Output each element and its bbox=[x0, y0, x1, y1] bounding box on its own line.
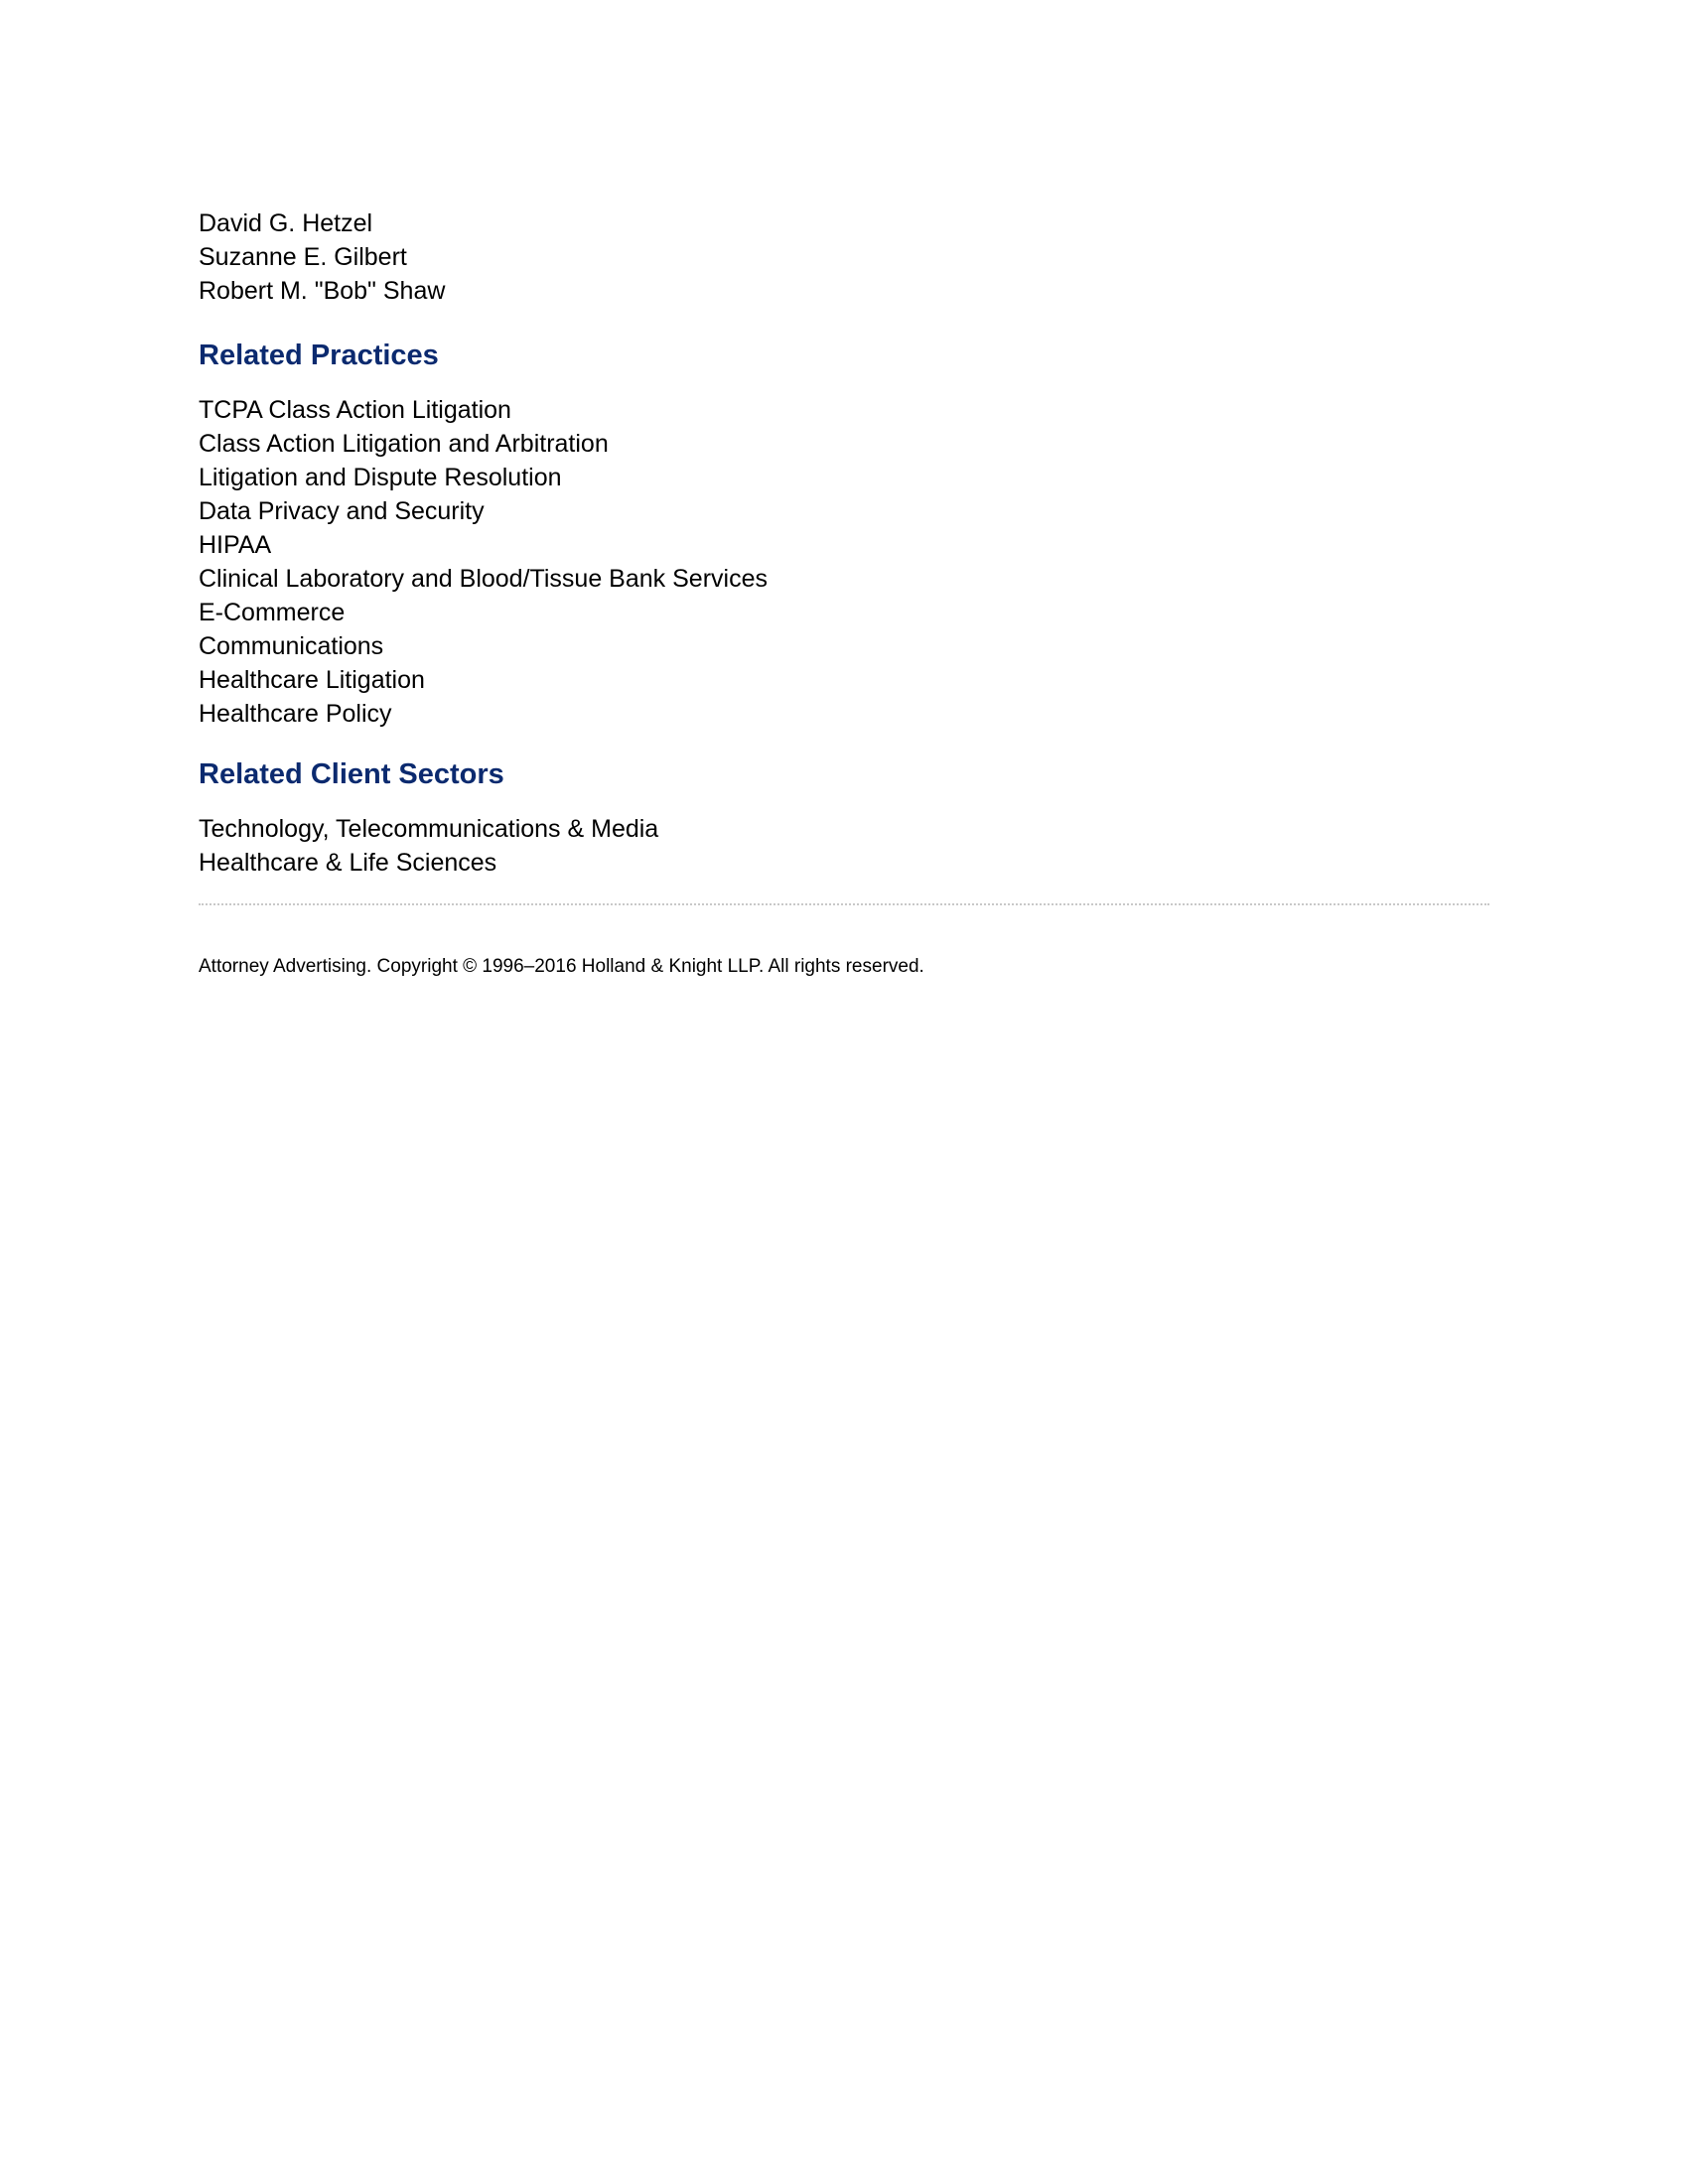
practice-item[interactable]: Data Privacy and Security bbox=[199, 497, 485, 525]
related-practices-list bbox=[199, 393, 1489, 731]
practice-item[interactable]: Healthcare Litigation bbox=[199, 666, 425, 694]
document-page bbox=[199, 206, 1489, 979]
sector-item[interactable]: Technology, Telecommunications & Media bbox=[199, 815, 659, 843]
practice-item[interactable]: HIPAA bbox=[199, 531, 272, 559]
practice-item[interactable]: TCPA Class Action Litigation bbox=[199, 396, 511, 424]
practice-item[interactable]: Class Action Litigation and Arbitration bbox=[199, 430, 609, 458]
related-practices-heading: Related Practices bbox=[199, 340, 439, 371]
practice-item[interactable]: E-Commerce bbox=[199, 599, 346, 626]
practice-item[interactable]: Communications bbox=[199, 632, 384, 660]
copyright-footer: Attorney Advertising. Copyright © 1996–2016 Holland & Knight LLP. All rights reserved. bbox=[199, 956, 924, 977]
professional-name[interactable]: Robert M. "Bob" Shaw bbox=[199, 277, 446, 305]
professional-name[interactable]: David G. Hetzel bbox=[199, 209, 373, 237]
practice-item[interactable]: Healthcare Policy bbox=[199, 700, 392, 728]
practice-item[interactable]: Litigation and Dispute Resolution bbox=[199, 464, 562, 491]
footer-divider bbox=[199, 903, 1489, 905]
related-client-sectors-heading: Related Client Sectors bbox=[199, 758, 504, 790]
practice-item[interactable]: Clinical Laboratory and Blood/Tissue Bank Services bbox=[199, 565, 768, 593]
professional-name[interactable]: Suzanne E. Gilbert bbox=[199, 243, 407, 271]
sector-item[interactable]: Healthcare & Life Sciences bbox=[199, 849, 497, 877]
professionals-list bbox=[199, 206, 1489, 308]
related-client-sectors-list bbox=[199, 812, 1489, 880]
